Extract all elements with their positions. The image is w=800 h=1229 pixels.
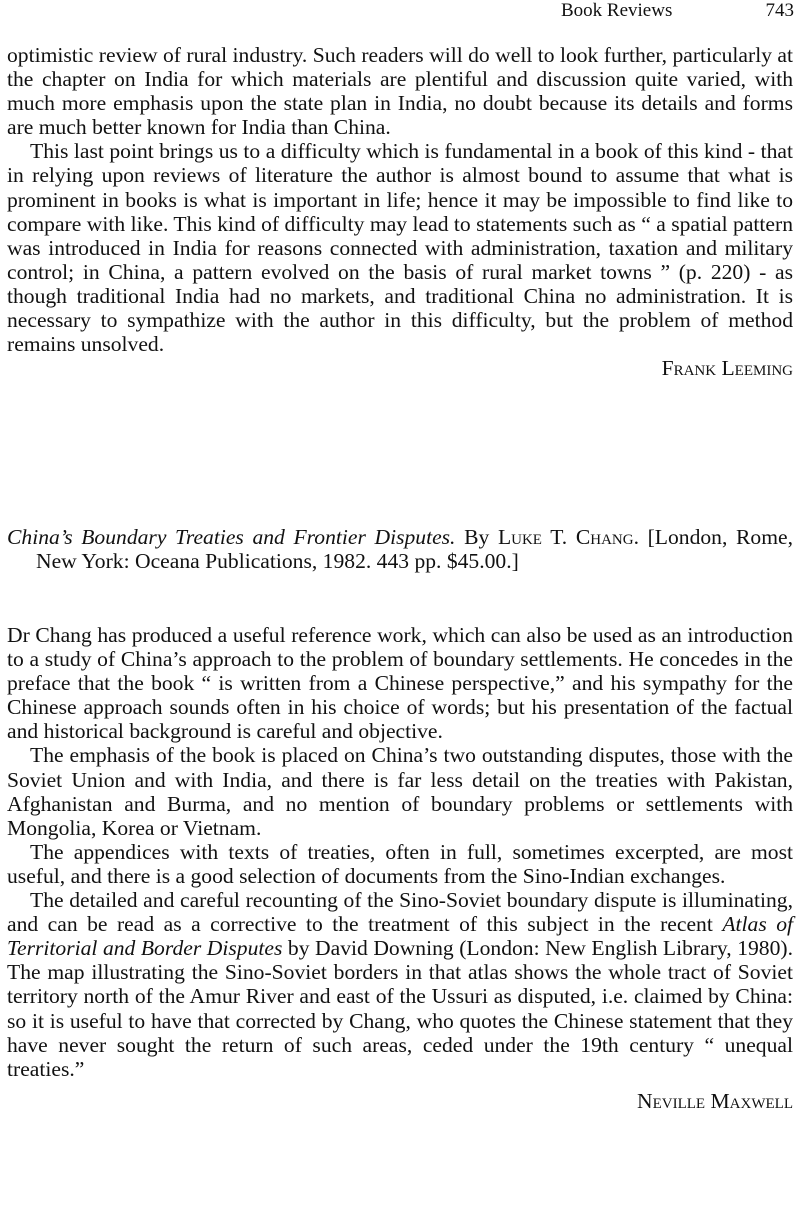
by-word: By (464, 525, 490, 549)
review-2-paragraph: The appendices with texts of treaties, often in full, sometimes excerpted, are most useful, and there is a good selection of documents from the Sino-Indian exchanges. (7, 839, 793, 888)
reviewer-signature: Frank Leeming (661, 356, 793, 381)
paragraph-text: The detailed and careful recounting of the Sino-Soviet boundary dispute is illuminating, and can be read as a corrective to the treatment of this subject in the recent (7, 888, 793, 937)
review-2-body (7, 623, 793, 1113)
paragraph-text: by David Downing (London: New English Library, 1980). The map illustrating the Sino-Soviet borders in that atlas shows the whole tract of Soviet territory north of the Amur River and east of the Ussuri as disputed, i.e. claimed by China: so it is useful to have that corrected by Chang, who quotes the Chinese statement that they have never sought the return of such areas, ceded under the 19th century “ unequal treaties.” (7, 936, 793, 1081)
page-header (0, 0, 800, 30)
book-title: China’s Boundary Treaties and Frontier Disputes. (7, 525, 456, 549)
review-1-paragraph: This last point brings us to a difficulty which is fundamental in a book of this kind - that in relying upon reviews of literature the author is almost bound to assume that what is prominent in books is what is important in life; hence it may be impossible to find like to compare with like. This kind of difficulty may lead to statements such as “ a spatial pattern was introduced in India for reasons connected with administration, taxation and military control; in China, a pattern evolved on the basis of rural market towns ” (p. 220) - as though traditional India had no markets, and traditional China no administration. It is necessary to sympathize with the author in this difficulty, but the problem of method remains unsolved. (7, 139, 793, 357)
page-number: 743 (765, 0, 794, 21)
reviewer-signature: Neville Maxwell (637, 1088, 793, 1113)
review-1-body (7, 43, 793, 380)
review-2-paragraph: Dr Chang has produced a useful reference work, which can also be used as an introduction to a study of China’s approach to the problem of boundary settlements. He concedes in the preface that the book “ is written from a Chinese perspective,” and his sympathy for the Chinese approach sounds often in his choice of words; but his presentation of the factual and historical background is careful and objective. (7, 623, 793, 744)
running-head: Book Reviews (561, 0, 673, 21)
book-citation (7, 525, 793, 573)
review-2-paragraph: The emphasis of the book is placed on China’s two outstanding disputes, those with the Soviet Union and with India, and there is far less detail on the treaties with Pakistan, Afghanistan and Burma, and no mention of boundary problems or settlements with Mongolia, Korea or Vietnam. (7, 743, 793, 840)
book-author: Luke T. Chang. (497, 525, 639, 549)
review-1-paragraph: optimistic review of rural industry. Such readers will do well to look further, particularly at the chapter on India for which materials are plentiful and discussion quite varied, with much more emphasis upon the state plan in India, no doubt because its details and forms are much better known for India than China. (7, 43, 793, 140)
publication-details: [London, Rome, New York: Oceana Publications, 1982. 443 pp. $45.00.] (36, 525, 793, 574)
review-2-paragraph (7, 888, 793, 1081)
review-2-heading (7, 525, 793, 573)
cited-book-title: Atlas of Territorial and Border Disputes (7, 912, 793, 961)
